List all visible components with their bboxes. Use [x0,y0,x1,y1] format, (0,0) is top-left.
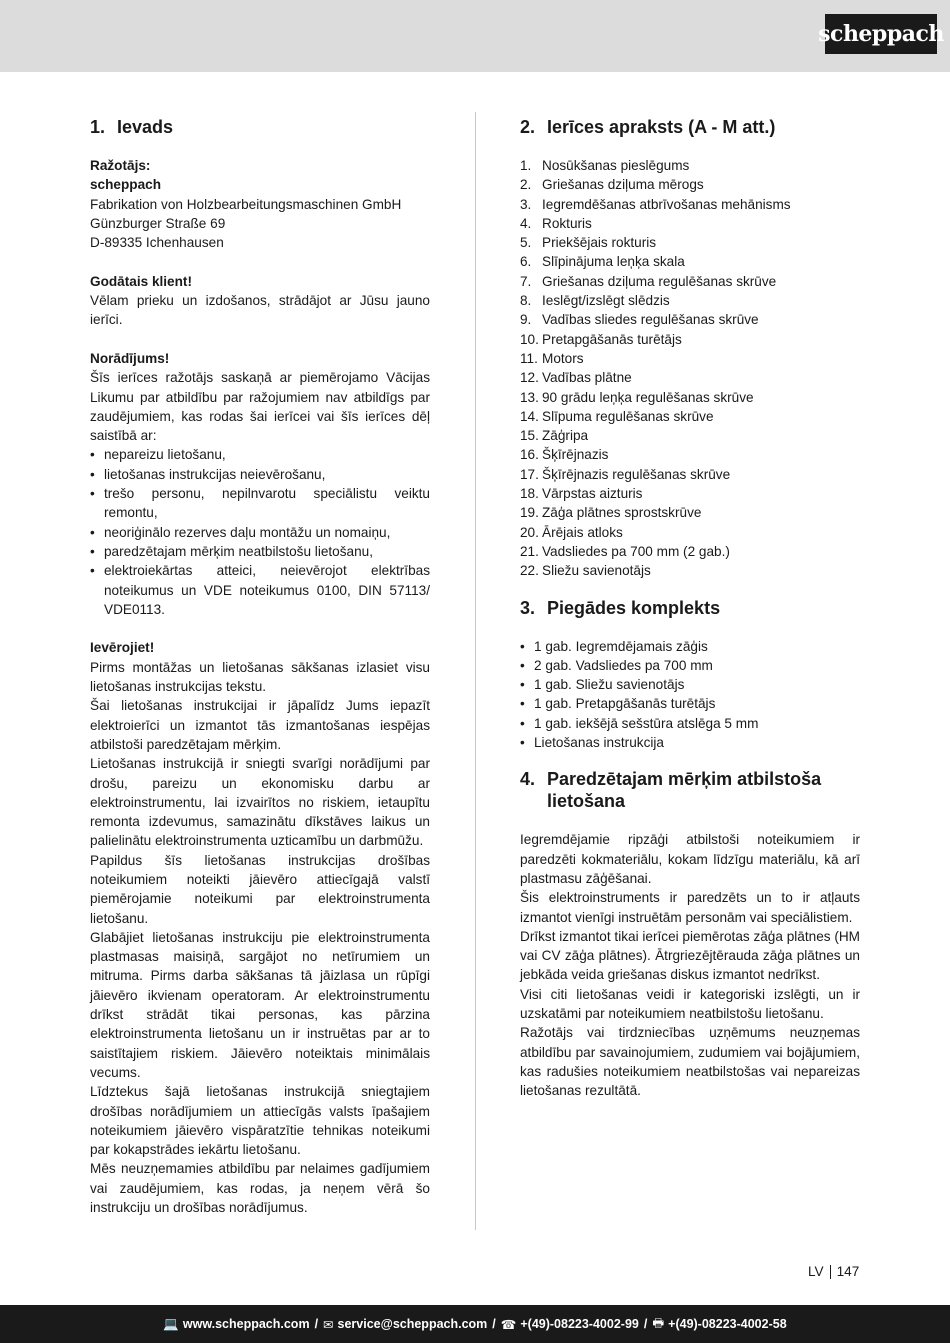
observe-paragraph: Šai lietošanas instrukcijai ir jāpalīdz Jums iepazīt elektroierīci un izmantot tās izmantošanas iespējas atbilstoši paredzētajam mērķim. [90,698,430,752]
note-text: Šīs ierīces ražotājs saskaņā ar piemērojamo Vācijas Likumu par atbildību par ražojumiem nav atbildīgs par zaudējumiem, kas rodas šai ierīcei vai šīs ierīces dēļ saistībā ar: [90,370,430,444]
address-line: Fabrikation von Holzbearbeitungsmaschinen GmbH [90,196,402,212]
parts-list-item [520,310,860,329]
section-number: 4. [520,769,536,790]
parts-list-text: Vadības sliedes regulēšanas skrūve [542,312,759,328]
section-number: 2. [520,117,536,137]
footer-website[interactable]: www.scheppach.com [182,1317,310,1331]
page-number-separator [830,1265,831,1279]
observe-paragraph: Mēs neuzņemamies atbildību par nelaimes gadījumiem vai zaudējumiem, kas rodas, ja neņem vērā šo instrukciju un drošības norādījumus. [90,1161,430,1216]
parts-list-text: Pretapgāšanās turētājs [542,331,682,347]
list-item: • 1 gab. iekšējā sešstūra atslēga 5 mm [520,714,860,733]
note-list [90,445,430,619]
parts-list-item [520,388,860,407]
section-title-line: Paredzētajam mērķim atbilstoša [547,769,822,790]
right-column [520,116,860,1100]
parts-list-item [520,561,860,580]
parts-list-item [520,465,860,484]
parts-list-number: 5. [520,235,532,251]
parts-list-text: Zāģripa [542,428,589,444]
section-title-text [547,768,821,812]
parts-list-item [520,542,860,561]
footer-phone[interactable]: +(49)-08223-4002-99 [520,1317,639,1331]
column-divider [475,112,476,1230]
mail-icon: ✉ [323,1317,334,1332]
parts-list-number: 10. [520,331,539,347]
footer-separator: / [314,1317,319,1331]
parts-list-number: 16. [520,447,539,463]
parts-list-number: 18. [520,486,539,502]
parts-list-item [520,214,860,233]
parts-list-text: Zāģa plātnes sprostskrūve [542,505,702,521]
list-item: • 1 gab. Iegremdējamais zāģis [520,637,860,656]
page-number [808,1264,859,1279]
manufacturer-label: Ražotājs: [90,158,151,173]
footer-separator: / [492,1317,496,1331]
section-title-intended-use [520,768,860,812]
language-code: LV [808,1264,824,1279]
parts-list-text: Nosūkšanas pieslēgums [542,158,690,173]
parts-list-text: Ārējais atloks [542,524,623,540]
parts-list-number: 14. [520,408,539,424]
list-item: • neoriģinālo rezerves daļu montāžu un nomaiņu, [90,523,430,542]
parts-list-number: 2. [520,177,532,193]
section-number: 1. [90,117,106,137]
parts-list-number: 1. [520,158,532,173]
parts-list-number: 13. [520,389,539,405]
delivery-list [520,637,860,753]
note-title: Norādījums! [90,350,170,366]
parts-list-item [520,349,860,368]
greeting-text: Vēlam prieku un izdošanos, strādājot ar Jūsu jauno ierīci. [90,293,430,328]
parts-list-text: Sliežu savienotājs [542,563,651,579]
parts-list-item [520,272,860,291]
parts-list [520,156,860,581]
parts-list-text: Rokturis [542,215,592,231]
list-item: • 2 gab. Vadsliedes pa 700 mm [520,656,860,675]
scheppach-logo: scheppach [825,14,937,54]
parts-list-number: 12. [520,370,539,386]
parts-list-item [520,484,860,503]
list-item: • 1 gab. Sliežu savienotājs [520,675,860,694]
parts-list-text: Griešanas dziļuma regulēšanas skrūve [542,273,777,289]
parts-list-number: 6. [520,254,532,270]
list-item: • elektroiekārtas atteici, neievērojot elektrības noteikumus un VDE noteikumus 0100, DIN 57113/ VDE0113. [90,561,430,619]
parts-list-text: Vadsliedes pa 700 mm (2 gab.) [542,543,730,559]
observe-paragraph: Pirms montāžas un lietošanas sākšanas izlasiet visu lietošanas instrukcijas tekstu. [90,659,430,695]
footer-email[interactable]: service@scheppach.com [337,1317,488,1331]
observe-title: Ievērojiet! [90,640,155,656]
parts-list-item [520,368,860,387]
parts-list-item [520,445,860,464]
phone-icon: ☎ [500,1317,517,1332]
parts-list-item [520,233,860,252]
footer-fax: +(49)-08223-4002-58 [668,1317,787,1331]
section-title-line: lietošana [547,791,626,812]
parts-list-text: Iegremdēšanas atbrīvošanas mehānisms [542,196,791,212]
use-paragraph: Šis elektroinstruments ir paredzēts un to ir atļauts izmantot vienīgi instruētām personām vai speciālistiem. [520,890,860,925]
observe-paragraph: Glabājiet lietošanas instrukciju pie elektroinstrumenta plastmasas maisiņā, sargājot no netīrumiem un mitruma. Pirms darba sākšanas tā jāizlasa un rūpīgi jāievēro ikvienam operatoram. Ar elektroinstrumentu drīkst strādāt tikai personas, kas pārzina elektroinstrumenta lietošanu un ir instruētas par ar to saistītajiem riskiem. Jāievēro noteiktais minimālais vecums. [90,929,430,1080]
parts-list-item [520,330,860,349]
parts-list-number: 21. [520,543,539,559]
use-paragraph: Iegremdējamie ripzāģi atbilstoši noteikumiem ir paredzēti kokmateriālu, kokam līdzīgu materiālu, kā arī plastmasu zāģēšanai. [520,832,860,886]
use-paragraph: Drīkst izmantot tikai ierīcei piemērotas zāģa plātnes (HM vai CV zāģa plātnes). Ātrgriezējtērauda zāģa plātnes un jebkāda veida griešanas diskus izmantot nedrīkst. [520,928,860,983]
section-title-text: Ievads [117,117,174,137]
parts-list-item [520,156,860,175]
parts-list-item [520,195,860,214]
parts-list-text: Ieslēgt/izslēgt slēdzis [542,293,670,309]
parts-list-item [520,426,860,445]
list-item: • lietošanas instrukcijas neievērošanu, [90,465,430,484]
section-title-delivery [520,597,860,619]
parts-list-text: 90 grādu leņķa regulēšanas skrūve [542,389,754,405]
section-title-introduction [90,116,430,138]
parts-list-text: Slīpuma regulēšanas skrūve [542,408,714,424]
parts-list-number: 19. [520,505,539,521]
parts-list-text: Šķīrējnazis [542,447,609,463]
observe-paragraph: Līdztekus šajā lietošanas instrukcijā sniegtajiem drošības norādījumiem un attiecīgās valsts īpašajiem noteikumiem jāievēro vispāratzītie tehnikas noteikumi par kokapstrādes iekārtu lietošanu. [90,1084,430,1158]
page-number-value: 147 [836,1264,860,1279]
greeting-title: Godātais klient! [90,273,192,289]
parts-list-item [520,523,860,542]
parts-list-item [520,175,860,194]
parts-list-text: Griešanas dziļuma mērogs [542,177,704,193]
left-column [90,116,430,1217]
address-line: Günzburger Straße 69 [90,215,226,231]
fax-icon: 🖶 [652,1315,665,1330]
parts-list-number: 22. [520,563,539,579]
page-header [0,0,950,72]
address-line: D-89335 Ichenhausen [90,235,224,251]
parts-list-number: 8. [520,293,532,309]
parts-list-text: Vadības plātne [542,370,632,386]
list-item: • 1 gab. Pretapgāšanās turētājs [520,694,860,713]
parts-list-item [520,407,860,426]
parts-list-number: 15. [520,428,539,444]
parts-list-text: Vārpstas aizturis [542,486,643,502]
parts-list-text: Šķīrējnazis regulēšanas skrūve [542,466,731,482]
section-number: 3. [520,597,536,618]
parts-list-number: 9. [520,312,532,328]
parts-list-item [520,291,860,310]
use-paragraph: Ražotājs vai tirdzniecības uzņēmums neuzņemas atbildību par savainojumiem, zudumiem vai bojājumiem, kas radušies noteikumiem neatbilstošas vai nepareizas lietošanas rezultātā. [520,1025,860,1099]
parts-list-number: 7. [520,273,532,289]
parts-list-number: 3. [520,196,532,212]
parts-list-text: Motors [542,350,584,366]
parts-list-text: Slīpinājuma leņķa skala [542,254,685,270]
parts-list-number: 17. [520,466,539,482]
list-item: • trešo personu, nepilnvarotu speciālistu veiktu remontu, [90,484,430,523]
list-item: • paredzētajam mērķim neatbilstošu lietošanu, [90,542,430,561]
list-item: • nepareizu lietošanu, [90,445,430,464]
footer-separator: / [643,1317,648,1331]
parts-list-number: 4. [520,215,532,231]
monitor-icon: 💻 [163,1316,179,1331]
parts-list-item [520,252,860,271]
parts-list-item [520,503,860,522]
observe-paragraph: Papildus šīs lietošanas instrukcijas drošības noteikumiem noteikti jāievēro attiecīgajā valstī piemērojamie noteikumi par elektroinstrumenta lietošanu. [90,852,430,926]
section-title-text: Ierīces apraksts (A - M att.) [547,117,776,137]
page-footer [0,1305,950,1343]
parts-list-text: Priekšējais rokturis [542,235,657,251]
section-title-text: Piegādes komplekts [547,597,721,618]
use-paragraph: Visi citi lietošanas veidi ir kategoriski izslēgti, un ir uzskatāmi par noteikumiem neatbilstošu lietošanu. [520,986,860,1021]
list-item: • Lietošanas instrukcija [520,733,860,752]
parts-list-number: 11. [520,350,538,366]
parts-list-number: 20. [520,524,539,540]
section-title-device-description [520,116,860,138]
manufacturer-name: scheppach [90,177,162,193]
observe-paragraph: Lietošanas instrukcijā ir sniegti svarīgi norādījumi par drošu, pareizu un ekonomisku darbu ar elektroinstrumentu, lai izvairītos no riskiem, ietaupītu remonta izdevumus, samazinātu dīkstāves laikus un palielinātu elektroinstrumenta uzticamību un darbmūžu. [90,756,430,849]
